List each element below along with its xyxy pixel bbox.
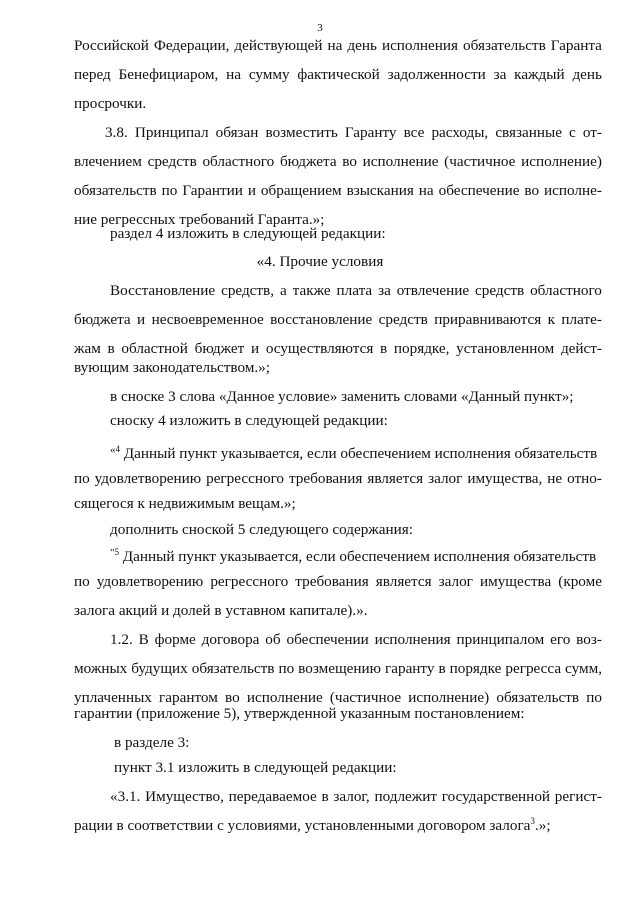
word: отвлечение [396,282,470,299]
word: требования [288,470,363,487]
word: и [137,311,146,328]
word: является [375,573,432,590]
word: на [327,37,343,54]
word: взыскания [346,182,414,199]
word: исполнения [381,37,459,54]
word: будущих [131,660,188,677]
word: также [292,282,331,299]
word: средств [147,153,197,170]
word: 3.8. [105,124,128,141]
word: во [524,182,540,199]
text-span: .»; [534,817,551,834]
page-number: 3 [317,22,323,34]
word: в [107,340,115,357]
text-line [110,281,602,301]
word: день [572,66,602,83]
word: обращением [260,182,342,199]
word: обязательств [74,182,157,199]
word: действующей [234,37,323,54]
text-line [74,572,602,592]
word: имущества, [467,470,543,487]
text-line: вующим законодательством.»; [74,359,270,376]
word: в [380,340,388,357]
footnote-5-text: Данный пункт указывается, если обеспечением исполнения обязательств [122,548,597,565]
word: возмещению [298,660,382,677]
word: обеспечение [438,182,520,199]
word: с [569,124,576,141]
word: и [250,340,260,357]
word: связанные [495,124,562,141]
footnote-3-line [74,816,602,836]
word: областного [202,153,275,170]
text-line [74,659,602,679]
text-line: просрочки. [74,95,147,112]
text-line [105,123,602,143]
text-line: залога акций и долей в уставном капитале).». [74,602,368,619]
word: исполнение [246,689,323,706]
text-line: гарантии (приложение 5), утвержденной указанным постановлением: [74,705,525,722]
word: государственной [441,788,551,805]
word: порядке [449,660,502,677]
word: областной [121,340,188,357]
word: дейст- [560,340,602,357]
footnote-4-line [110,440,602,464]
word: областного [530,282,602,299]
word: обязан [215,124,259,141]
word: исполне- [544,182,602,199]
word: обязательств [463,37,546,54]
word: требования [295,573,369,590]
word: залог [438,573,473,590]
text-line: дополнить сноской 5 следующего содержания: [110,521,413,538]
word: исполнения [374,631,451,648]
text-line: ние регрессных требований Гаранта.»; [74,211,325,228]
word: плата [336,282,373,299]
text-line: сноску 4 изложить в следующей редакции: [110,412,388,429]
word: обязательств [496,689,580,706]
word: а [279,282,287,299]
text-line [110,787,602,807]
word: по [278,660,295,677]
word: Принципал [134,124,209,141]
word: от- [582,124,602,141]
word: несвоевременное [151,311,264,328]
word: Восстановление [110,282,216,299]
word: средств, [221,282,275,299]
word: можных [74,660,128,677]
word: является [367,470,424,487]
word: во [342,153,357,170]
word: порядке, [393,340,450,357]
word: расходы, [431,124,489,141]
footnote-3-mark: 3 [530,816,535,826]
word: залог, [333,788,370,805]
footnote-5-line [110,543,602,567]
word: об [265,631,281,648]
word: бюджета [279,153,337,170]
word: Бенефициаром, [118,66,219,83]
word: фактической [297,66,380,83]
word: каждый [514,66,565,83]
word: бюджет [194,340,245,357]
word: В [138,631,149,648]
word: форме [154,631,196,648]
word: регрессного [206,470,285,487]
text-line: раздел 4 изложить в следующей редакции: [110,225,386,242]
text-span: рации в соответствии с условиями, установленными договором залога [74,817,531,834]
word: по [161,182,178,199]
word: договора [201,631,260,648]
word: гаранту [385,660,435,677]
footnote-4-mark: 4 [115,444,120,454]
text-line: в сноске 3 слова «Данное условие» заменить словами «Данный пункт»; [110,388,574,405]
text-line: в разделе 3: [114,734,190,751]
word: отно- [567,470,602,487]
footnote-4-text: Данный пункт указывается, если обеспечением исполнения обязательств [123,445,598,462]
footnote-5-mark: 5 [114,547,119,557]
word: восстановление [270,311,373,328]
word: имущества [479,573,552,590]
word: принципалом [456,631,545,648]
word: «3.1. [110,788,141,805]
word: приравниваются [434,311,542,328]
word: по [74,573,90,590]
word: средств [475,282,525,299]
word: и [247,182,256,199]
word: (кроме [558,573,602,590]
word: Гарантии [182,182,243,199]
text-line [74,339,602,359]
text-line [74,65,602,85]
word: все [403,124,425,141]
word: средств [378,311,428,328]
word: залог [428,470,463,487]
word: подлежит [374,788,438,805]
text-line [74,36,602,56]
word: на [418,182,434,199]
word: не [547,470,563,487]
word: плате- [561,311,602,328]
word: по [74,470,90,487]
word: за [493,66,507,83]
word: в [321,788,329,805]
word: Федерации, [153,37,230,54]
text-line [74,310,602,330]
word: регист- [554,788,602,805]
word: по [586,689,602,706]
word: задолженности [387,66,486,83]
word: Российской [74,37,149,54]
word: установленном [456,340,555,357]
section-heading: «4. Прочие условия [256,253,384,270]
word: сумму [248,66,290,83]
text-line [74,469,602,489]
word: Гаранта [550,37,602,54]
word: день [347,37,377,54]
word: обеспечении [286,631,369,648]
word: бюджета [74,311,131,328]
word: уплаченных [74,689,152,706]
word: гарантом [159,689,218,706]
text-line [74,181,602,201]
word: исполнение) [521,153,602,170]
word: в [438,660,446,677]
word: удовлетворению [94,470,202,487]
word: к [547,311,556,328]
quote-mark: « [110,444,116,456]
word: исполнение [362,153,439,170]
word: на [226,66,242,83]
word: (частичное [444,153,516,170]
word: (частичное [329,689,402,706]
word: передаваемое [228,788,317,805]
quote-mark: " [110,547,115,559]
word: исполнение) [408,689,490,706]
word: сумм, [565,660,602,677]
word: возместить [265,124,338,141]
text-line [110,630,602,650]
text-line: сящегося к недвижимым вещам.»; [74,495,296,512]
word: 1.2. [110,631,133,648]
word: регрессного [210,573,289,590]
word: осуществляются [265,340,374,357]
word: перед [74,66,111,83]
word: обязательств [191,660,275,677]
word: воз- [576,631,602,648]
text-line [74,152,602,172]
word: за [378,282,391,299]
word: его [550,631,571,648]
word: жам [74,340,101,357]
word: Гаранту [344,124,397,141]
text-line: пункт 3.1 изложить в следующей редакции: [114,759,397,776]
word: удовлетворению [96,573,204,590]
word: влечением [74,153,142,170]
word: Имущество, [145,788,224,805]
word: регресса [505,660,562,677]
word: во [225,689,240,706]
